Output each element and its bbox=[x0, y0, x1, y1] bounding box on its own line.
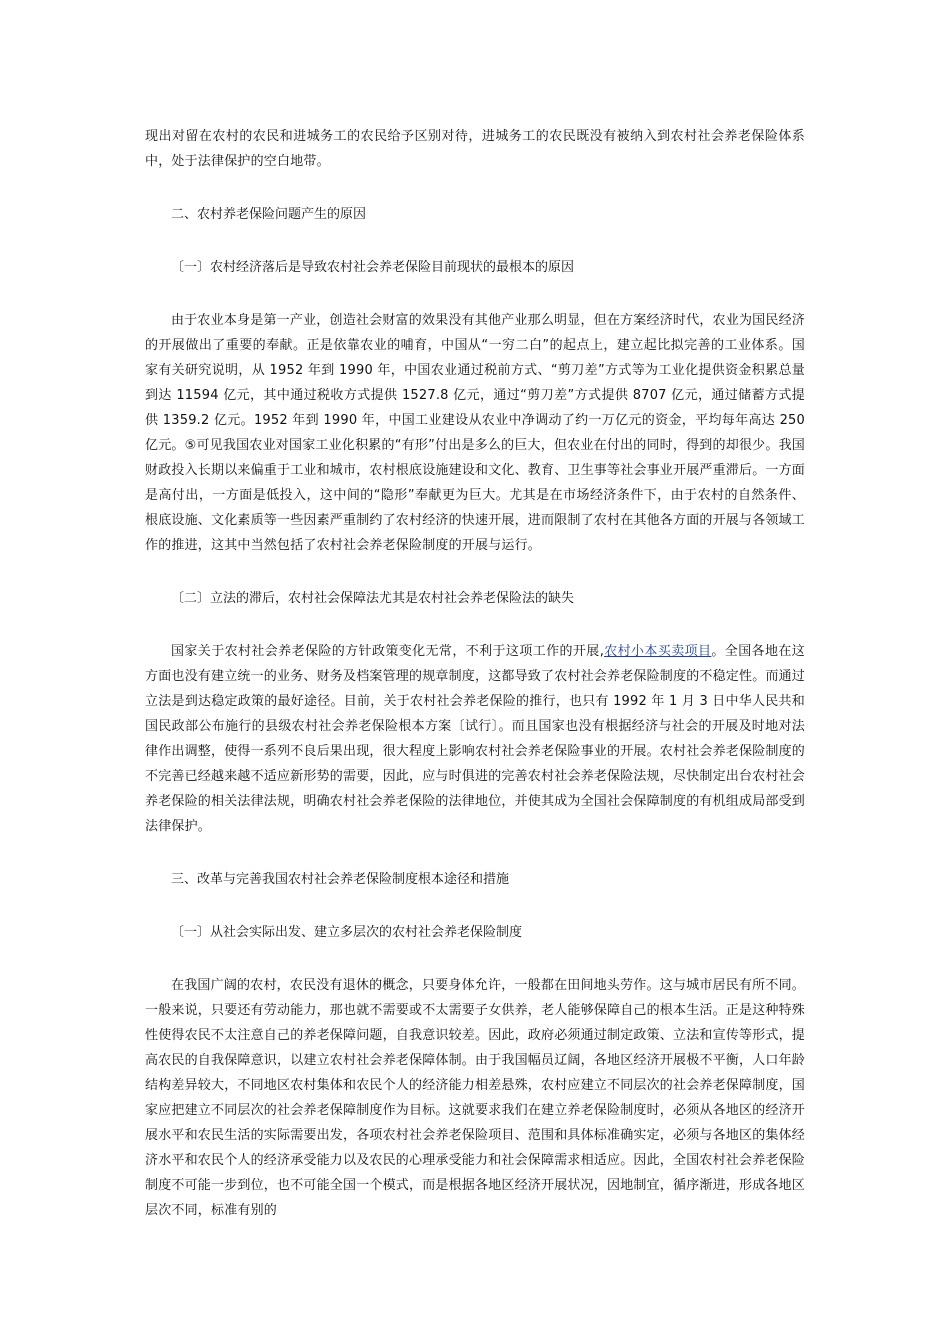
section-2-2-text-end: 。全国各地在这方面也没有建立统一的业务、财务及档案管理的规章制度，这都导致了农村社会养老保险制度的不稳定性。而通过立法是到达稳定政策的最好途径。目前，关于农村社会养老保险的推行，也只有 1992 年 1 月 3 日中华人民共和国民政部公布施行的县级农村社会养老保险根本方案〔试行〕。而且国家也没有根据经济与社会的开展及时地对法律作出调整，使得一系列不良后果出现，很大程度上影响农村社会养老保险事业的开展。农村社会养老保险制度的不完善已经越来越不适应新形势的需要，因此，应与时俱进的完善农村社会养老保险法规，尽快制定出台农村社会养老保险的相关法律法规，明确农村社会养老保险的法律地位，并使其成为全国社会保障制度的有机组成局部受到法律保护。 bbox=[145, 644, 806, 834]
intro-paragraph: 现出对留在农村的农民和进城务工的农民给予区别对待，进城务工的农民既没有被纳入到农村社会养老保险体系中，处于法律保护的空白地带。 bbox=[145, 129, 805, 169]
section-2-heading: 二、农村养老保险问题产生的原因 bbox=[171, 207, 367, 222]
section-2-1-heading: 〔一〕农村经济落后是导致农村社会养老保险目前现状的最根本的原因 bbox=[171, 260, 575, 275]
rural-business-link[interactable]: 农村小本买卖项目 bbox=[604, 644, 712, 659]
section-3-1-paragraph: 在我国广阔的农村，农民没有退休的概念，只要身体允许，一般都在田间地头劳作。这与城市居民有所不同。一般来说，只要还有劳动能力，那也就不需要或不太需要子女供养，老人能够保障自己的根本生活。正是这种特殊性使得农民不太注意自己的养老保障问题，自我意识较差。因此，政府必须通过制定政策、立法和宣传等形式，提高农民的自我保障意识，以建立农村社会养老保障体制。由于我国幅员辽阔，各地区经济开展极不平衡，人口年龄结构差异较大，不同地区农村集体和农民个人的经济能力相差悬殊，农村应建立不同层次的社会养老保障制度，国家应把建立不同层次的社会养老保障制度作为目标。这就要求我们在建立养老保险制度时，必须从各地区的经济开展水平和农民生活的实际需要出发，各项农村社会养老保险项目、范围和具体标准确实定，必须与各地区的集体经济水平和农民个人的经济承受能力以及农民的心理承受能力和社会保障需求相适应。因此，全国农村社会养老保险制度不可能一步到位，也不可能全国一个模式，而是根据各地区经济开展状况，因地制宜，循序渐进，形成各地区层次不同，标准有别的 bbox=[145, 978, 806, 1218]
section-3-heading: 三、改革与完善我国农村社会养老保险制度根本途径和措施 bbox=[171, 872, 510, 887]
section-2-2-paragraph bbox=[145, 639, 805, 839]
document-body bbox=[145, 124, 805, 1223]
section-2-1-paragraph: 由于农业本身是第一产业，创造社会财富的效果没有其他产业那么明显，但在方案经济时代，农业为国民经济的开展做出了重要的奉献。正是依靠农业的哺育，中国从“一穷二白”的起点上，建立起比拟完善的工业体系。国家有关研究说明，从 1952 年到 1990 年，中国农业通过税前方式、“剪刀差”方式等为工业化提供资金积累总量到达 11594 亿元，其中通过税收方式提供 1527.8 亿元，通过“剪刀差”方式提供 8707 亿元，通过储蓄方式提供 1359.2 亿元。1952 年到 1990 年，中国工业建设从农业中净调动了约一万亿元的资金，平均每年高达 250 亿元。⑤可见我国农业对国家工业化积累的“有形”付出是多么的巨大，但农业在付出的同时，得到的却很少。我国财政投入长期以来偏重于工业和城市，农村根底设施建设和文化、教育、卫生事等社会事业开展严重滞后。一方面是高付出，一方面是低投入，这中间的“隐形”奉献更为巨大。尤其是在市场经济条件下，由于农村的自然条件、根底设施、文化素质等一些因素严重制约了农村经济的快速开展，进而限制了农村在其他各方面的开展与各领域工作的推进，这其中当然包括了农村社会养老保险制度的开展与运行。 bbox=[145, 313, 806, 553]
section-2-2-text-start: 国家关于农村社会养老保险的方针政策变化无常，不利于这项工作的开展, bbox=[171, 644, 605, 659]
section-3-1-heading: 〔一〕从社会实际出发、建立多层次的农村社会养老保险制度 bbox=[171, 925, 523, 940]
section-2-2-heading: 〔二〕立法的滞后，农村社会保障法尤其是农村社会养老保险法的缺失 bbox=[171, 591, 575, 606]
